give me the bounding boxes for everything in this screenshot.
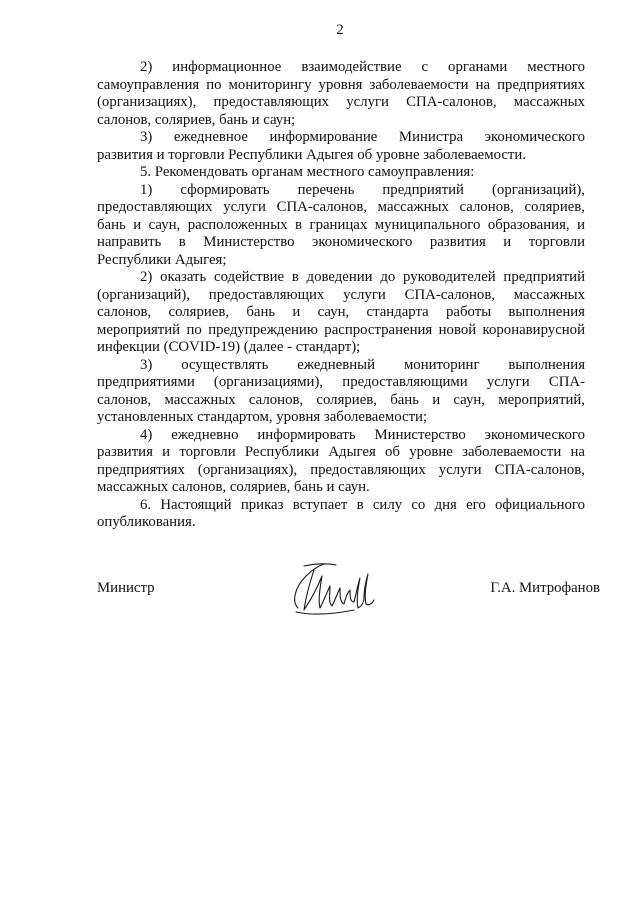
paragraph-line: опубликования. bbox=[97, 514, 196, 530]
paragraph bbox=[97, 59, 585, 129]
paragraph-line: 6. Настоящий приказ вступает в силу со дня его официального bbox=[140, 496, 585, 513]
paragraph-line: 2) оказать содействие в доведении до руководителей предприятий bbox=[140, 269, 585, 285]
paragraph bbox=[97, 497, 585, 532]
paragraph-line: направить в Министерство экономического развития и торговли bbox=[97, 234, 585, 250]
paragraph-line: салонов, соляриев, бань и саун, стандарта работы выполнения bbox=[97, 304, 585, 320]
paragraph-line: предприятиями (организациями), предоставляющими услуги СПА- bbox=[97, 374, 585, 390]
paragraph-line: инфекции (COVID-19) (далее - стандарт); bbox=[97, 339, 361, 355]
paragraph-line: 4) ежедневно информировать Министерство экономического bbox=[140, 426, 585, 443]
document-body bbox=[97, 59, 585, 532]
paragraph-line: 1) сформировать перечень предприятий (организаций), bbox=[140, 181, 585, 198]
paragraph bbox=[97, 182, 585, 270]
paragraph bbox=[97, 427, 585, 497]
paragraph-line: массажных салонов, соляриев, бань и саун. bbox=[97, 479, 370, 495]
paragraph-line: (организациях), предоставляющих услуги СПА-салонов, массажных bbox=[97, 94, 585, 110]
handwritten-signature bbox=[284, 558, 380, 620]
page-number: 2 bbox=[336, 22, 344, 38]
paragraph-line: мероприятий по предупреждению распространения новой коронавирусной bbox=[97, 321, 585, 338]
paragraph-line: развития и торговли Республики Адыгея об уровне заболеваемости. bbox=[97, 146, 527, 163]
paragraph-line: 3) осуществлять ежедневный мониторинг выполнения bbox=[140, 356, 585, 373]
paragraph bbox=[97, 269, 585, 357]
paragraph-line: предоставляющих услуги СПА-салонов, массажных салонов, соляриев, bbox=[97, 199, 585, 215]
paragraph-line: салонов, массажных салонов, соляриев, бань и саун, мероприятий, bbox=[97, 391, 585, 408]
paragraph-line: 2) информационное взаимодействие с органами местного bbox=[140, 59, 585, 75]
paragraph-line: 3) ежедневное информирование Министра экономического bbox=[140, 129, 585, 145]
paragraph bbox=[97, 129, 585, 164]
paragraph-line: самоуправления по мониторингу уровня заболеваемости на предприятиях bbox=[97, 76, 585, 93]
paragraph-line: установленных стандартом, уровня заболеваемости; bbox=[97, 409, 428, 425]
paragraph-line: развития и торговли Республики Адыгея об уровне заболеваемости на bbox=[97, 444, 585, 460]
paragraph-line: Республики Адыгея; bbox=[97, 251, 227, 268]
signatory-title: Министр bbox=[97, 580, 155, 596]
paragraph-line: предприятиях (организациях), предоставляющих услуги СПА-салонов, bbox=[97, 461, 585, 478]
paragraph bbox=[97, 357, 585, 427]
paragraph bbox=[97, 164, 585, 182]
paragraph-line: салонов, соляриев, бань и саун; bbox=[97, 111, 296, 128]
paragraph-line: 5. Рекомендовать органам местного самоуправления: bbox=[140, 164, 475, 180]
paragraph-line: бань и саун, расположенных в границах муниципального образования, и bbox=[97, 216, 585, 233]
paragraph-line: (организаций), предоставляющих услуги СПА-салонов, массажных bbox=[97, 286, 585, 303]
signatory-name: Г.А. Митрофанов bbox=[490, 580, 600, 596]
